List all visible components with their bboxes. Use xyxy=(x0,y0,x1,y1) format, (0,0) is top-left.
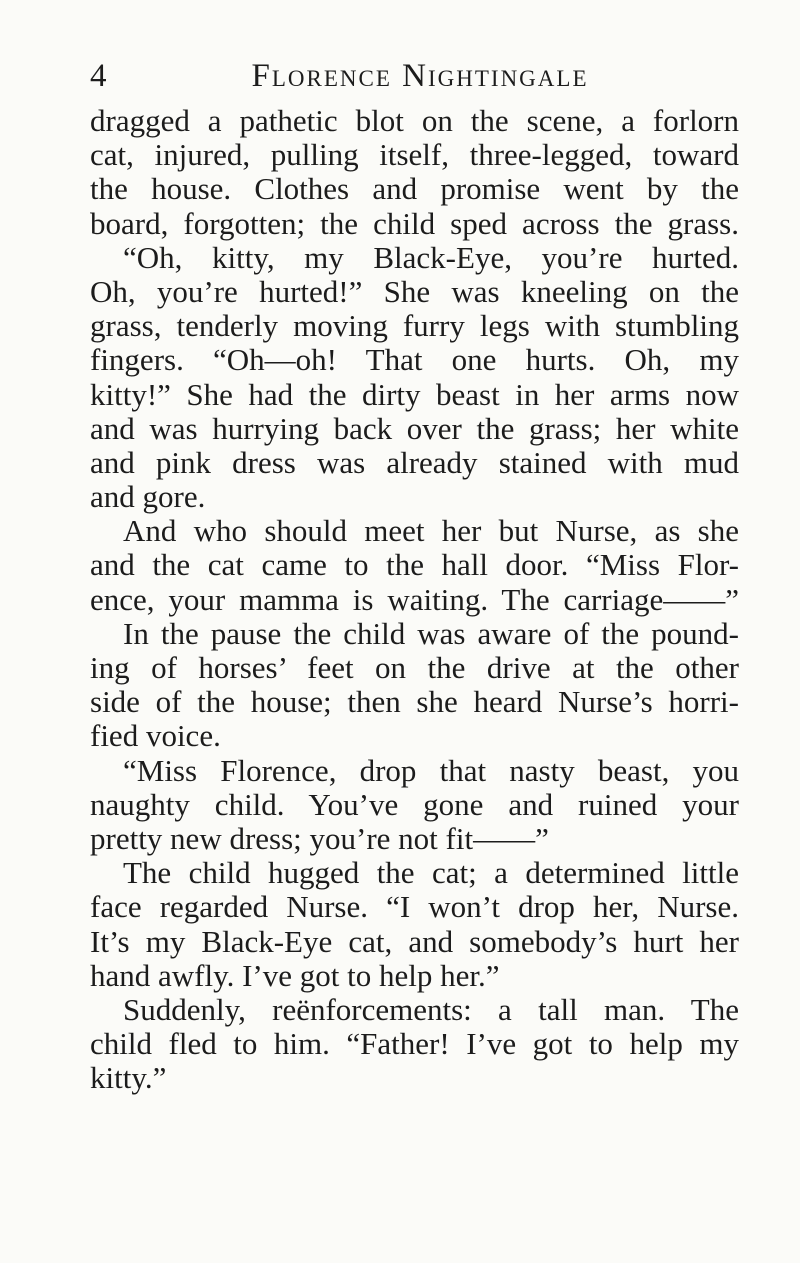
text-line: pretty new dress; you’re not fit——” xyxy=(90,820,549,856)
text-line: and gore. xyxy=(90,479,206,515)
text-line: kitty!” She had the dirty beast in her arms now xyxy=(90,376,739,412)
page-number: 4 xyxy=(90,58,107,94)
text-line: dragged a pathetic blot on the scene, a forlorn xyxy=(90,103,739,138)
text-line: the house. Clothes and promise went by the xyxy=(90,171,739,207)
page-header xyxy=(90,54,750,98)
text-line: fingers. “Oh—oh! That one hurts. Oh, my xyxy=(90,342,739,378)
text-line: side of the house; then she heard Nurse’s horri- xyxy=(90,684,739,720)
text-line: In the pause the child was aware of the pound- xyxy=(123,615,739,651)
text-line: kitty.” xyxy=(90,1060,167,1096)
text-line: hand awfly. I’ve got to help her.” xyxy=(90,957,500,993)
text-line: ing of horses’ feet on the drive at the other xyxy=(90,650,739,685)
text-line: and pink dress was already stained with mud xyxy=(90,444,739,480)
text-line: and was hurrying back over the grass; her white xyxy=(90,410,739,446)
text-line: fied voice. xyxy=(90,718,221,754)
text-line: cat, injured, pulling itself, three-legged, toward xyxy=(90,137,739,173)
text-line: The child hugged the cat; a determined little xyxy=(123,855,739,891)
text-line: Oh, you’re hurted!” She was kneeling on the xyxy=(90,273,739,309)
body-text xyxy=(90,104,739,1095)
text-line: “Oh, kitty, my Black-Eye, you’re hurted. xyxy=(123,239,739,275)
text-line: grass, tenderly moving furry legs with stumbling xyxy=(90,308,739,344)
text-line: and the cat came to the hall door. “Miss Flor- xyxy=(90,547,739,583)
text-line: “Miss Florence, drop that nasty beast, you xyxy=(123,752,739,788)
text-line: ence, your mamma is waiting. The carriage——” xyxy=(90,581,739,617)
text-line: face regarded Nurse. “I won’t drop her, Nurse. xyxy=(90,889,739,925)
text-line: board, forgotten; the child sped across the grass. xyxy=(90,205,739,241)
text-line: And who should meet her but Nurse, as she xyxy=(123,513,739,549)
text-line: Suddenly, reënforcements: a tall man. The xyxy=(123,991,739,1027)
running-title: Florence Nightingale xyxy=(251,58,589,94)
text-line: child fled to him. “Father! I’ve got to help my xyxy=(90,1026,739,1062)
text-line: naughty child. You’ve gone and ruined your xyxy=(90,786,739,822)
text-line: It’s my Black-Eye cat, and somebody’s hurt her xyxy=(90,923,739,959)
